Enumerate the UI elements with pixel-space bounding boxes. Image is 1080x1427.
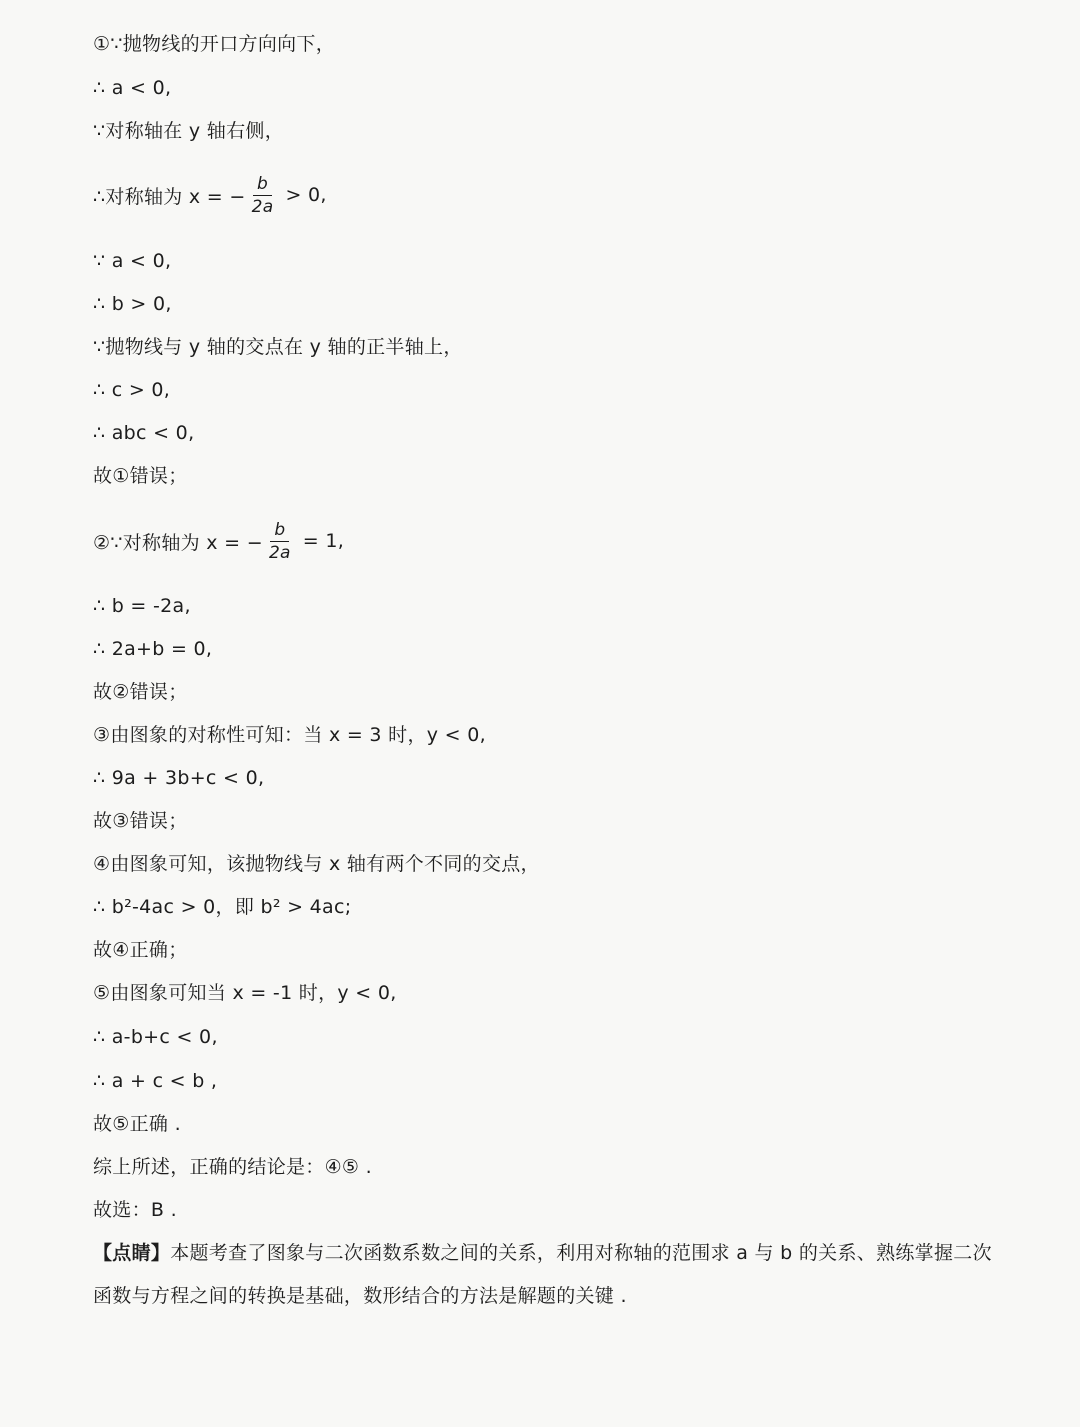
fraction-denominator: 2a bbox=[251, 196, 274, 217]
commentary-paragraph bbox=[93, 1232, 993, 1318]
axis-formula-prefix: ②∵对称轴为 x = − bbox=[93, 531, 263, 554]
step-1-premise: ①∵抛物线的开口方向向下， bbox=[93, 33, 336, 55]
step-2-sum: ∴ 2a+b = 0, bbox=[93, 638, 213, 660]
fraction-denominator: 2a bbox=[268, 542, 291, 563]
axis-formula-prefix: ∴对称轴为 x = − bbox=[93, 185, 246, 208]
step-1-abc-negative: ∴ abc < 0, bbox=[93, 422, 195, 444]
step-1-intercept: ∵抛物线与 y 轴的交点在 y 轴的正半轴上， bbox=[93, 336, 463, 358]
step-1-a-negative-again: ∵ a < 0, bbox=[93, 250, 172, 272]
fraction-numerator: b bbox=[253, 173, 272, 196]
step-4-discriminant: ∴ b²-4ac > 0，即 b² > 4ac; bbox=[93, 896, 352, 918]
answer-choice: 故选：B . bbox=[93, 1199, 177, 1221]
step-5-rearranged: ∴ a + c < b , bbox=[93, 1070, 218, 1092]
step-1-axis-formula bbox=[93, 167, 327, 223]
step-5-inequality: ∴ a-b+c < 0, bbox=[93, 1026, 218, 1048]
step-4-premise: ④由图象可知，该抛物线与 x 轴有两个不同的交点， bbox=[93, 853, 540, 875]
fraction-b-over-2a bbox=[265, 519, 295, 564]
axis-formula-suffix: = 1, bbox=[302, 530, 345, 552]
step-4-conclusion: 故④正确； bbox=[93, 939, 188, 961]
step-2-b-value: ∴ b = -2a, bbox=[93, 595, 191, 617]
step-2-axis-formula bbox=[93, 513, 344, 569]
step-5-premise: ⑤由图象可知当 x = -1 时，y < 0, bbox=[93, 982, 397, 1004]
step-1-c-positive: ∴ c > 0, bbox=[93, 379, 171, 401]
step-3-conclusion: 故③错误； bbox=[93, 810, 188, 832]
fraction-b-over-2a bbox=[248, 173, 278, 218]
step-1-a-negative: ∴ a < 0, bbox=[93, 77, 172, 99]
commentary-text: 本题考查了图象与二次函数系数之间的关系，利用对称轴的范围求 a 与 b 的关系、熟练掌握二次函数与方程之间的转换是基础，数形结合的方法是解题的关键 . bbox=[93, 1242, 992, 1307]
axis-formula-suffix: > 0, bbox=[285, 184, 327, 206]
step-3-premise: ③由图象的对称性可知：当 x = 3 时，y < 0, bbox=[93, 724, 486, 746]
step-1-axis-right: ∵对称轴在 y 轴右侧， bbox=[93, 120, 285, 142]
commentary-tag: 【点睛】 bbox=[93, 1242, 171, 1264]
step-2-conclusion: 故②错误； bbox=[93, 681, 188, 703]
fraction-numerator: b bbox=[270, 519, 289, 542]
step-3-inequality: ∴ 9a + 3b+c < 0, bbox=[93, 767, 265, 789]
step-1-b-positive: ∴ b > 0, bbox=[93, 293, 172, 315]
step-5-conclusion: 故⑤正确 . bbox=[93, 1113, 181, 1135]
summary-line: 综上所述，正确的结论是：④⑤ . bbox=[93, 1156, 372, 1178]
step-1-conclusion: 故①错误； bbox=[93, 465, 188, 487]
